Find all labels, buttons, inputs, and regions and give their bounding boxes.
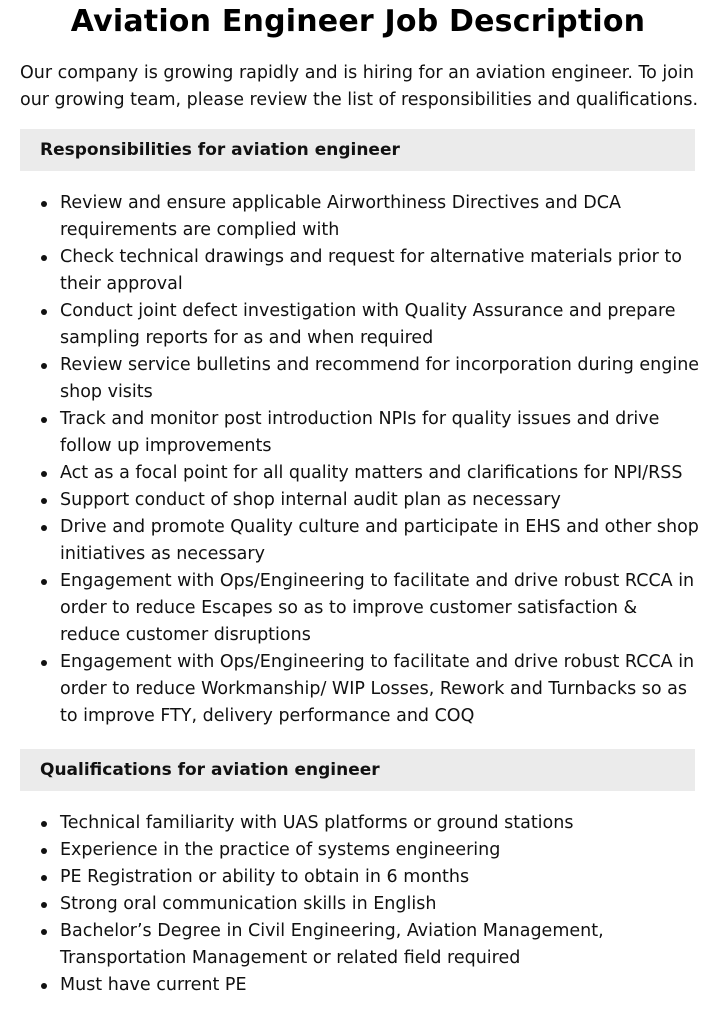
responsibilities-list xyxy=(0,190,700,730)
qualifications-heading: Qualifications for aviation engineer xyxy=(20,749,695,791)
list-item-text: Review and ensure applicable Airworthiness Directives and DCA requirements are complied with xyxy=(60,193,621,240)
list-item-text: Engagement with Ops/Engineering to facilitate and drive robust RCCA in order to reduce Escapes so as to improve customer satisfaction & reduce customer disruptions xyxy=(60,571,695,645)
bullet-icon xyxy=(41,363,47,369)
list-item-text: Bachelor’s Degree in Civil Engineering, Aviation Management, Transportation Management or related field required xyxy=(60,921,604,968)
bullet-icon xyxy=(41,660,47,666)
list-item xyxy=(0,649,700,730)
list-item xyxy=(0,298,700,352)
list-item xyxy=(0,514,700,568)
bullet-icon xyxy=(41,875,47,881)
list-item-text: Support conduct of shop internal audit plan as necessary xyxy=(60,490,561,510)
list-item-text: Review service bulletins and recommend for incorporation during engine shop visits xyxy=(60,355,700,402)
bullet-icon xyxy=(41,525,47,531)
list-item-text: Track and monitor post introduction NPIs for quality issues and drive follow up improvements xyxy=(60,409,660,456)
list-item xyxy=(0,244,700,298)
list-item xyxy=(0,837,700,864)
list-item xyxy=(0,406,700,460)
list-item-text: Conduct joint defect investigation with Quality Assurance and prepare sampling reports for as and when required xyxy=(60,301,676,348)
bullet-icon xyxy=(41,579,47,585)
responsibilities-heading: Responsibilities for aviation engineer xyxy=(20,129,695,171)
bullet-icon xyxy=(41,821,47,827)
bullet-icon xyxy=(41,848,47,854)
bullet-icon xyxy=(41,255,47,261)
list-item xyxy=(0,918,700,972)
bullet-icon xyxy=(41,471,47,477)
list-item xyxy=(0,810,700,837)
page-title: Aviation Engineer Job Description xyxy=(70,4,646,39)
list-item-text: Strong oral communication skills in English xyxy=(60,894,437,914)
list-item-text: Check technical drawings and request for alternative materials prior to their approval xyxy=(60,247,682,294)
intro-paragraph: Our company is growing rapidly and is hiring for an aviation engineer. To join our growing team, please review the list of responsibilities and qualifications. xyxy=(20,63,699,110)
bullet-icon xyxy=(41,902,47,908)
list-item-text: PE Registration or ability to obtain in 6 months xyxy=(60,867,470,887)
list-item xyxy=(0,352,700,406)
bullet-icon xyxy=(41,498,47,504)
bullet-icon xyxy=(41,929,47,935)
list-item xyxy=(0,891,700,918)
bullet-icon xyxy=(41,309,47,315)
bullet-icon xyxy=(41,983,47,989)
qualifications-list xyxy=(0,810,700,999)
list-item-text: Act as a focal point for all quality matters and clarifications for NPI/RSS xyxy=(60,463,683,483)
bullet-icon xyxy=(41,417,47,423)
list-item xyxy=(0,972,700,999)
list-item xyxy=(0,190,700,244)
list-item xyxy=(0,568,700,649)
list-item-text: Engagement with Ops/Engineering to facilitate and drive robust RCCA in order to reduce Workmanship/ WIP Losses, Rework and Turnbacks so as to improve FTY, delivery performance and COQ xyxy=(60,652,695,726)
list-item-text: Experience in the practice of systems engineering xyxy=(60,840,501,860)
list-item xyxy=(0,864,700,891)
list-item-text: Technical familiarity with UAS platforms or ground stations xyxy=(60,813,574,833)
list-item-text: Must have current PE xyxy=(60,975,247,995)
list-item-text: Drive and promote Quality culture and participate in EHS and other shop initiatives as necessary xyxy=(60,517,699,564)
list-item xyxy=(0,460,700,487)
bullet-icon xyxy=(41,201,47,207)
list-item xyxy=(0,487,700,514)
